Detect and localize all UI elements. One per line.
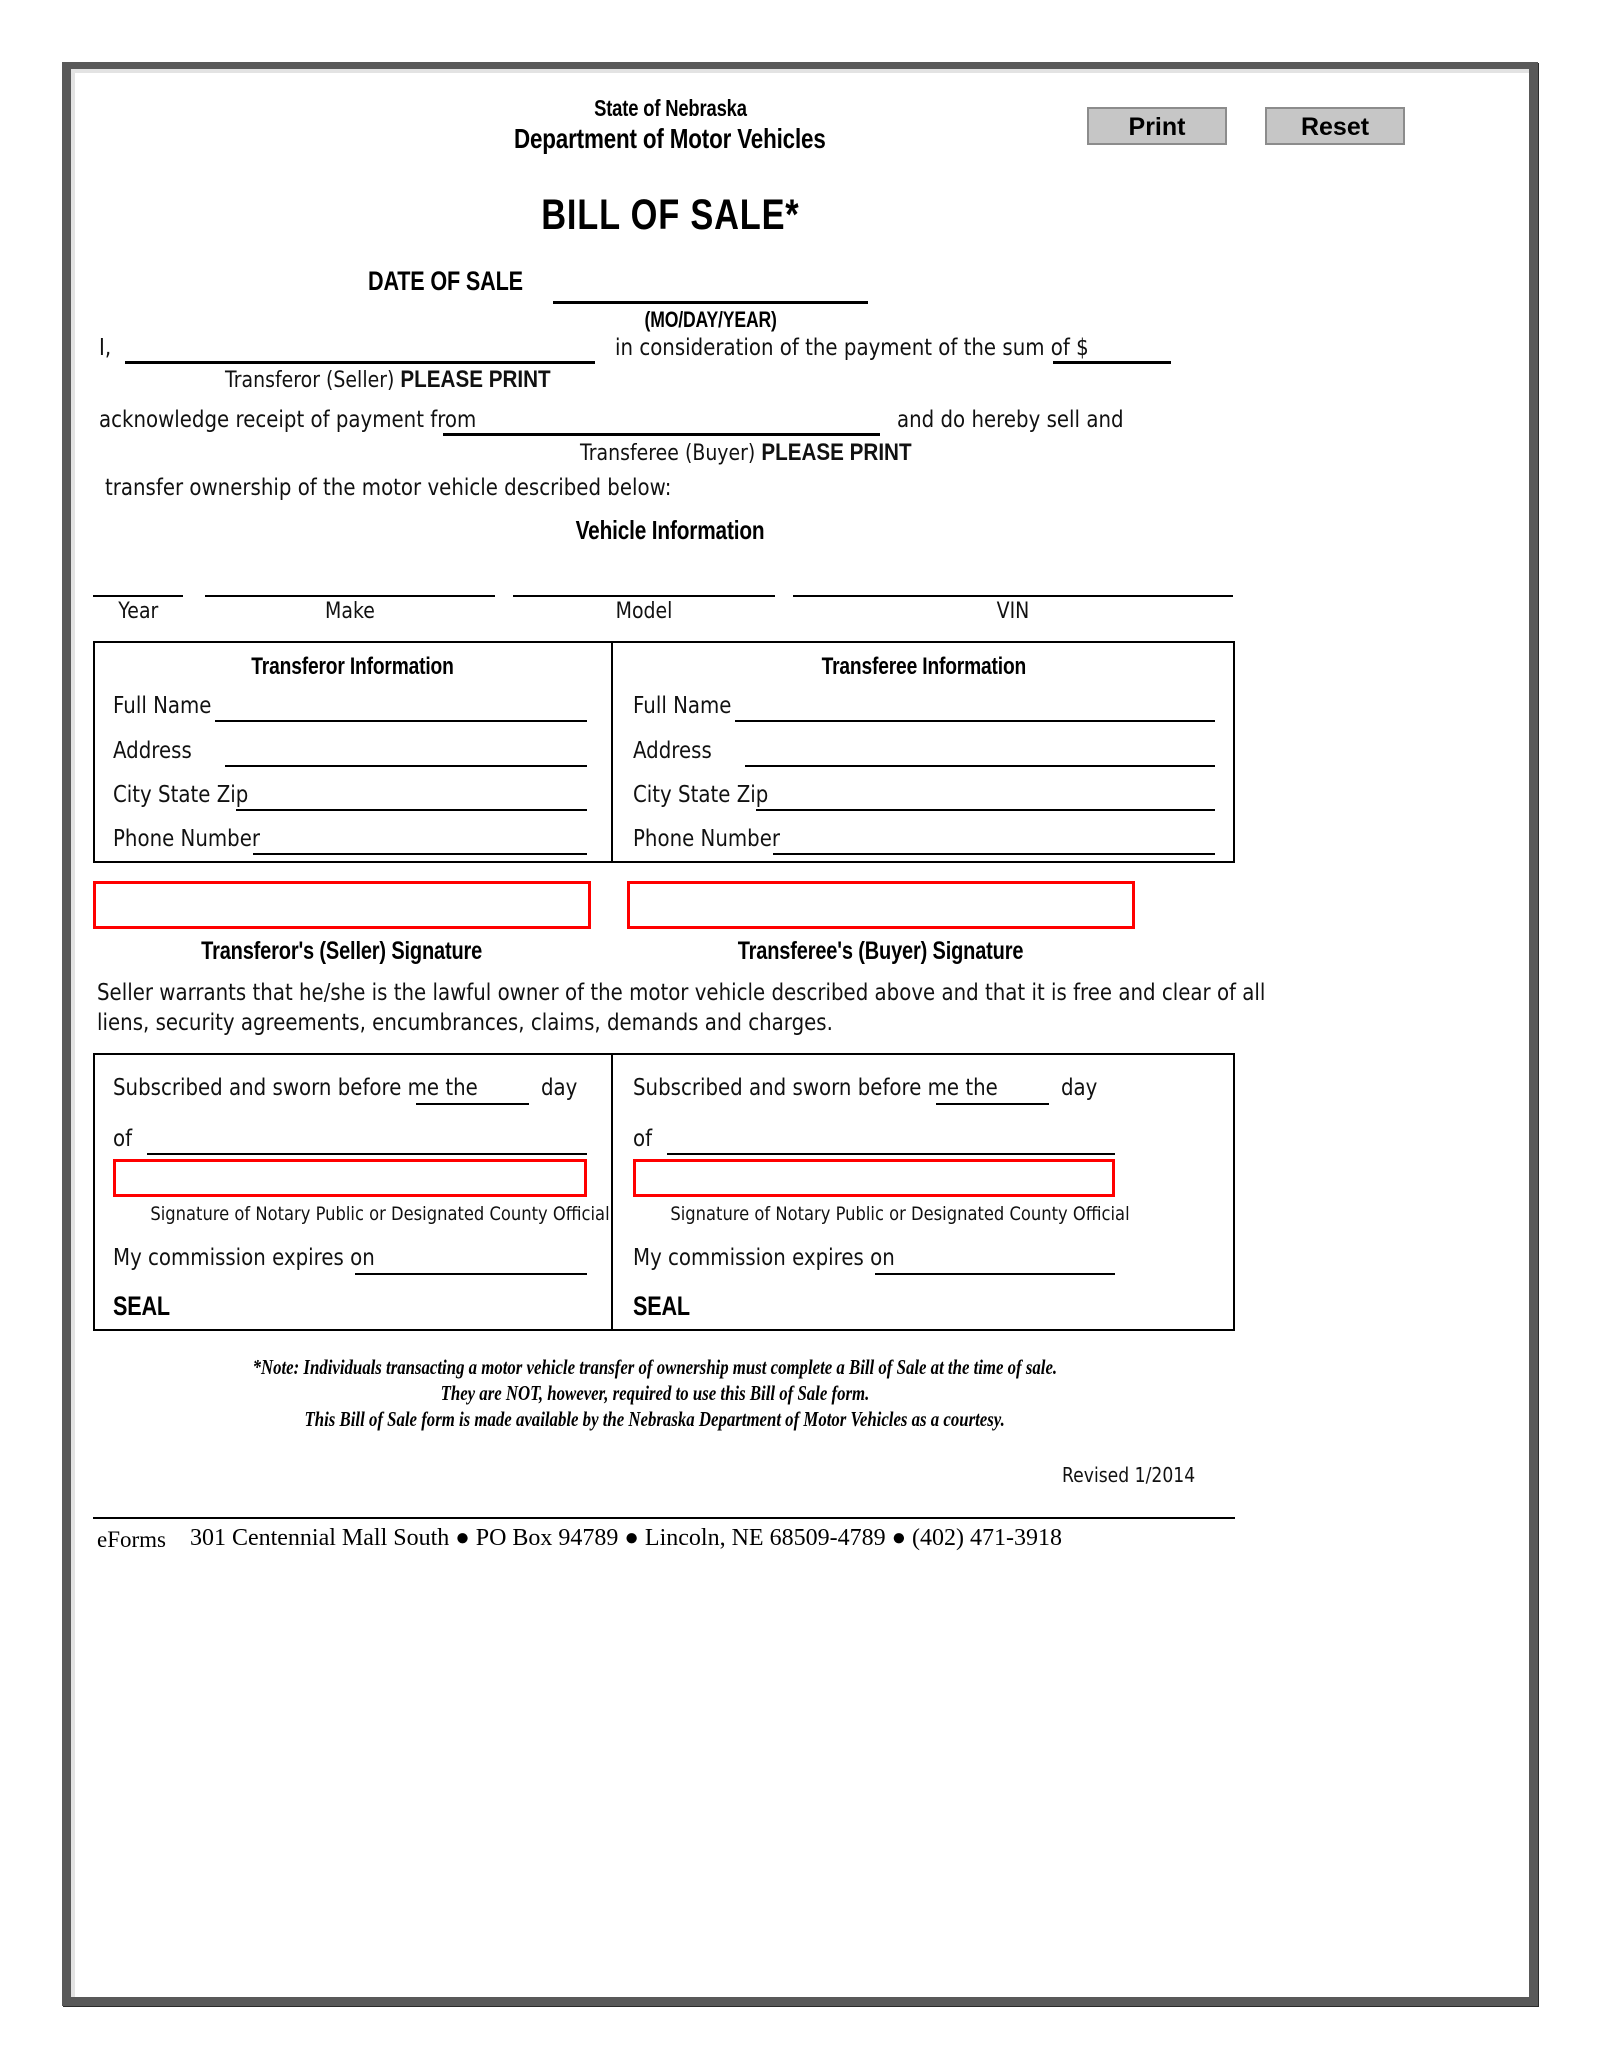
seller-caption [225, 366, 604, 394]
note-line-1: *Note: Individuals transacting a motor vehicle transfer of ownership must complete a Bill of Sale at the time of sale. [252, 1355, 1058, 1379]
buyer-name-input[interactable] [445, 403, 878, 431]
acknowledge-lead-text: acknowledge receipt of payment from [99, 407, 477, 433]
acknowledge-trail-text: and do hereby sell and [897, 407, 1124, 433]
transferee-signature-caption: Transferee's (Buyer) Signature [738, 937, 1024, 965]
warranty-line-2: liens, security agreements, encumbrances, claims, demands and charges. [97, 1010, 833, 1036]
notary-right-signature-field[interactable] [633, 1159, 1115, 1197]
footer-divider [93, 1517, 1235, 1519]
transferor-phone-input[interactable] [255, 826, 585, 852]
transferor-citystatezip-label: City State Zip [113, 782, 249, 808]
transferor-fullname-input[interactable] [217, 693, 585, 719]
vin-input[interactable] [793, 567, 1233, 593]
make-input[interactable] [205, 567, 495, 593]
reset-button[interactable]: Reset [1265, 107, 1405, 145]
transferee-heading: Transferee Information [821, 653, 1027, 680]
transferor-address-input[interactable] [227, 738, 585, 764]
notary-right-day-input[interactable] [938, 1076, 1047, 1102]
notary-right-day-word: day [1061, 1075, 1098, 1101]
notary-right-month-rule [667, 1153, 1115, 1155]
year-input[interactable] [93, 567, 183, 593]
transferor-signature-field[interactable] [93, 881, 591, 929]
notary-left-signature-field[interactable] [113, 1159, 587, 1197]
vin-rule [793, 595, 1233, 597]
amount-rule [1053, 361, 1171, 364]
print-button[interactable]: Print [1087, 107, 1227, 145]
notary-left-signature-caption: Signature of Notary Public or Designated County Official [150, 1203, 610, 1225]
i-label: I, [99, 335, 112, 361]
transferor-fullname-label: Full Name [113, 693, 212, 719]
make-label: Make [325, 599, 375, 624]
transferor-heading: Transferor Information [250, 653, 454, 680]
notary-left-month-input[interactable] [149, 1126, 585, 1152]
transferee-phone-rule [773, 853, 1215, 855]
make-rule [205, 595, 495, 597]
footer-address: 301 Centennial Mall South ● PO Box 94789 ● Lincoln, NE 68509-4789 ● (402) 471-3918 [189, 1525, 1063, 1551]
transferee-fullname-input[interactable] [737, 693, 1213, 719]
seller-caption-text: Transferor (Seller) [225, 368, 401, 393]
notary-left-month-rule [147, 1153, 587, 1155]
notary-right-seal-label: SEAL [633, 1291, 690, 1321]
transferor-phone-rule [253, 853, 587, 855]
eforms-brand: eForms [97, 1527, 166, 1552]
date-of-sale-input[interactable] [553, 269, 868, 299]
notary-left-sworn-text: Subscribed and sworn before me the [113, 1075, 478, 1101]
transferee-signature-field[interactable] [627, 881, 1135, 929]
notary-right-sworn-text: Subscribed and sworn before me the [633, 1075, 998, 1101]
buyer-caption-emph: PLEASE PRINT [761, 439, 912, 466]
transfer-ownership-text: transfer ownership of the motor vehicle described below: [105, 475, 672, 501]
transferee-citystatezip-rule [756, 809, 1215, 811]
transferor-phone-label: Phone Number [113, 826, 261, 852]
date-format-hint: (MO/DAY/YEAR) [644, 307, 777, 332]
amount-input[interactable] [1055, 331, 1169, 359]
year-rule [93, 595, 183, 597]
notary-box-divider [611, 1053, 613, 1331]
transferee-fullname-rule [735, 720, 1215, 722]
note-line-2: They are NOT, however, required to use this Bill of Sale form. [440, 1381, 870, 1405]
notary-right-day-rule [936, 1103, 1049, 1105]
model-label: Model [615, 599, 673, 624]
seller-name-input[interactable] [127, 331, 593, 359]
transferee-address-rule [745, 765, 1215, 767]
notary-left-commission-label: My commission expires on [113, 1245, 375, 1271]
transferee-fullname-label: Full Name [633, 693, 732, 719]
notary-right-expires-rule [875, 1273, 1115, 1275]
transferor-address-rule [225, 765, 587, 767]
transferee-phone-label: Phone Number [633, 826, 781, 852]
transferor-citystatezip-input[interactable] [238, 782, 585, 808]
notary-left-day-input[interactable] [418, 1076, 527, 1102]
notary-left-seal-label: SEAL [113, 1291, 170, 1321]
buyer-caption [580, 439, 966, 467]
consideration-text: in consideration of the payment of the sum of $ [615, 335, 1089, 361]
agency-line-2: Department of Motor Vehicles [514, 123, 826, 154]
revised-stamp: Revised 1/2014 [1062, 1463, 1196, 1487]
vehicle-section-title: Vehicle Information [575, 515, 765, 545]
notary-left-day-rule [416, 1103, 529, 1105]
notary-left-of-word: of [113, 1126, 133, 1152]
transferee-address-label: Address [633, 738, 712, 764]
transferee-phone-input[interactable] [775, 826, 1213, 852]
date-of-sale-rule [553, 301, 868, 304]
document-page [62, 62, 1538, 2006]
transferee-address-input[interactable] [747, 738, 1213, 764]
notary-right-month-input[interactable] [669, 1126, 1113, 1152]
notary-right-expires-input[interactable] [877, 1245, 1113, 1271]
seller-name-rule [125, 361, 595, 364]
transferor-fullname-rule [215, 720, 587, 722]
notary-right-of-word: of [633, 1126, 653, 1152]
note-line-3: This Bill of Sale form is made available by the Nebraska Department of Motor Vehicles as a courtesy. [304, 1407, 1006, 1431]
notary-left-expires-input[interactable] [357, 1245, 585, 1271]
transferor-citystatezip-rule [236, 809, 587, 811]
agency-line-1: State of Nebraska [593, 95, 747, 121]
form-content [75, 73, 1529, 1997]
transferee-citystatezip-label: City State Zip [633, 782, 769, 808]
notary-left-day-word: day [541, 1075, 578, 1101]
model-input[interactable] [513, 567, 775, 593]
buyer-caption-text: Transferee (Buyer) [580, 441, 762, 466]
notary-right-commission-label: My commission expires on [633, 1245, 895, 1271]
notary-left-expires-rule [355, 1273, 587, 1275]
model-rule [513, 595, 775, 597]
transferor-signature-caption: Transferor's (Seller) Signature [201, 937, 483, 965]
warranty-line-1: Seller warrants that he/she is the lawful owner of the motor vehicle described above and that it is free and clear of all [97, 980, 1266, 1006]
notary-right-signature-caption: Signature of Notary Public or Designated County Official [670, 1203, 1130, 1225]
vin-label: VIN [996, 599, 1030, 624]
year-label: Year [117, 599, 159, 624]
buyer-name-rule [443, 433, 880, 436]
page-title: BILL OF SALE* [540, 191, 800, 239]
paper-surface [71, 69, 1529, 1997]
seller-caption-emph: PLEASE PRINT [400, 366, 551, 393]
date-of-sale-label: DATE OF SALE [368, 266, 523, 296]
transferor-address-label: Address [113, 738, 192, 764]
transferee-citystatezip-input[interactable] [758, 782, 1213, 808]
